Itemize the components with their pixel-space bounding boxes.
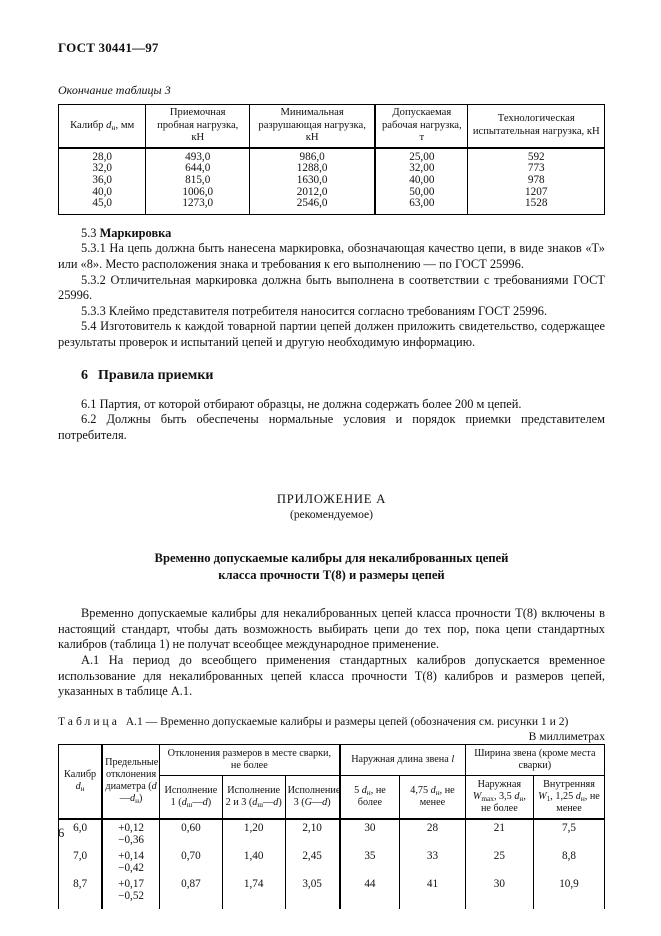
table3-col-test-load: Технологическая испытательная нагрузка, кН bbox=[468, 105, 605, 148]
tableA1-units-note: В миллиметрах bbox=[528, 729, 605, 743]
tableA1-dimensions-table bbox=[58, 744, 605, 909]
cell: 45,0 bbox=[59, 198, 146, 214]
section-5-3-heading bbox=[58, 226, 605, 242]
table3-col-working-load: Допускаемая рабочая нагрузка, т bbox=[375, 105, 468, 148]
cell: 7,5 bbox=[533, 819, 604, 848]
cell: 773 bbox=[468, 163, 605, 175]
tolerance-minus: −0,36 bbox=[118, 834, 145, 847]
cell: 21 bbox=[465, 819, 533, 848]
cell: 1207 bbox=[468, 187, 605, 199]
tableA1-caption bbox=[58, 715, 605, 728]
tolerance-plus: +0,14 bbox=[118, 849, 145, 862]
tableA1-row bbox=[59, 819, 605, 848]
tableA1-continuation-row bbox=[59, 904, 605, 909]
cell: 0,60 bbox=[160, 819, 223, 848]
cell: 0,70 bbox=[160, 848, 223, 876]
cell: 2,10 bbox=[285, 819, 340, 848]
cell: 50,00 bbox=[375, 187, 468, 199]
cell: 815,0 bbox=[146, 175, 250, 187]
tableA1-col-width-inner: Внутренняя $W_1$, 1,25 $d_н$, не менее bbox=[533, 775, 604, 819]
tableA1-col-length-min: 4,75 $d_н$, не менее bbox=[400, 775, 466, 819]
table3-continuation-caption: Окончание таблицы 3 bbox=[58, 83, 171, 97]
tableA1-col-caliber: Калибр $d_н$ bbox=[59, 744, 103, 819]
cell: 644,0 bbox=[146, 163, 250, 175]
cell: 10,9 bbox=[533, 876, 604, 904]
paragraph-a-1: А.1 На период до всеобщего применения стандартных калибров допускается временное использование для некалиброванных цепей класса прочности Т(8) калибров и размеров цепей, указанных в таблице А.1. bbox=[58, 653, 605, 699]
cell: 33 bbox=[400, 848, 466, 876]
cell: 1630,0 bbox=[250, 175, 376, 187]
cell: 1,74 bbox=[222, 876, 285, 904]
doc-number: ГОСТ 30441—97 bbox=[58, 40, 159, 55]
table3-col-breaking-load: Минимальная разрушающая нагрузка, кН bbox=[250, 105, 376, 148]
cell: 8,8 bbox=[533, 848, 604, 876]
cell: 7,0 bbox=[59, 848, 103, 876]
cell-tolerance bbox=[102, 819, 159, 848]
cell: 1006,0 bbox=[146, 187, 250, 199]
section-number: 6 bbox=[81, 367, 88, 383]
cell: 8,7 bbox=[59, 876, 103, 904]
tableA1-caption-text: А.1 — Временно допускаемые калибры и размеры цепей (обозначения см. рисунки 1 и 2) bbox=[125, 714, 569, 728]
cell: 40,0 bbox=[59, 187, 146, 199]
cell: 32,0 bbox=[59, 163, 146, 175]
tableA1-group-length: Наружная длина звена l bbox=[340, 744, 466, 775]
table3-header-row bbox=[59, 105, 605, 148]
page-content bbox=[58, 40, 605, 909]
cell: 25 bbox=[465, 848, 533, 876]
table3-load-table bbox=[58, 104, 605, 215]
section-title: Правила приемки bbox=[98, 367, 214, 383]
tableA1-col-length-max: 5 $d_н$, не более bbox=[340, 775, 400, 819]
section-number: 5.3 bbox=[81, 225, 97, 240]
cell: 1273,0 bbox=[146, 198, 250, 214]
cell: 3,05 bbox=[285, 876, 340, 904]
cell: 28,0 bbox=[59, 148, 146, 164]
tolerance-plus: +0,12 bbox=[118, 821, 145, 834]
cell: 2,45 bbox=[285, 848, 340, 876]
table3-col-caliber: Калибр $d_н$, мм bbox=[59, 105, 146, 148]
table3-row bbox=[59, 163, 605, 175]
cell: 978 bbox=[468, 175, 605, 187]
cell: 1,20 bbox=[222, 819, 285, 848]
appendix-title bbox=[58, 550, 605, 583]
cell: 25,00 bbox=[375, 148, 468, 164]
cell: 44 bbox=[340, 876, 400, 904]
cell: 28 bbox=[400, 819, 466, 848]
cell: 1528 bbox=[468, 198, 605, 214]
tableA1-header-row-groups bbox=[59, 744, 605, 775]
cell: 1,40 bbox=[222, 848, 285, 876]
cell: 40,00 bbox=[375, 175, 468, 187]
tolerance-minus: −0,52 bbox=[118, 890, 145, 903]
cell: 63,00 bbox=[375, 198, 468, 214]
paragraph-5-4: 5.4 Изготовитель к каждой товарной партии цепей должен приложить свидетельство, содержащее результаты проверок и испытаний цепей и другую необходимую информацию. bbox=[58, 319, 605, 349]
cell: 41 bbox=[400, 876, 466, 904]
tableA1-col-width-outer: Наружная $W_{max}$, 3,5 $d_н$, не более bbox=[465, 775, 533, 819]
section-6-heading bbox=[58, 368, 605, 384]
tableA1-col-tolerance: Предельные отклонения диаметра $(d—d_н)$ bbox=[102, 744, 159, 819]
cell: 0,87 bbox=[160, 876, 223, 904]
appendix-sublabel: (рекомендуемое) bbox=[289, 508, 374, 522]
cell: 2012,0 bbox=[250, 187, 376, 199]
cell: 36,0 bbox=[59, 175, 146, 187]
cell: 1288,0 bbox=[250, 163, 376, 175]
paragraph-6-1: 6.1 Партия, от которой отбирают образцы, не должна содержать более 200 м цепей. bbox=[81, 396, 522, 411]
paragraph-5-3-2: 5.3.2 Отличительная маркировка должна быть выполнена в соответствии с требованиями ГОСТ 25996. bbox=[58, 272, 605, 303]
tolerance-plus: +0,17 bbox=[118, 877, 145, 890]
cell: 32,00 bbox=[375, 163, 468, 175]
table-word: Таблица bbox=[58, 714, 120, 728]
appendix-title-line1: Временно допускаемые калибры для некалиброванных цепей bbox=[154, 551, 509, 566]
appendix-label: ПРИЛОЖЕНИЕ А bbox=[276, 492, 387, 507]
cell: 2546,0 bbox=[250, 198, 376, 214]
appendix-intro-paragraph: Временно допускаемые калибры для некалиброванных цепей класса прочности Т(8) включены в настоящий стандарт, чтобы дать возможность выбирать цепи до тех пор, пока цепи стандартных калибров (таблица 1) не получат всеобщее международное применение. bbox=[58, 606, 605, 652]
paragraph-5-3-3: 5.3.3 Клеймо представителя потребителя наносится согласно требованиям ГОСТ 25996. bbox=[81, 303, 548, 318]
page-number: 6 bbox=[58, 826, 65, 840]
tableA1-row bbox=[59, 848, 605, 876]
cell: 30 bbox=[465, 876, 533, 904]
table3-row bbox=[59, 187, 605, 199]
table3-row bbox=[59, 175, 605, 187]
cell-tolerance bbox=[102, 876, 159, 904]
tolerance-minus: −0,42 bbox=[118, 862, 145, 875]
table3-col-proof-load: Приемочная пробная нагрузка, кН bbox=[146, 105, 250, 148]
table3-row bbox=[59, 148, 605, 164]
section-title: Маркировка bbox=[99, 225, 172, 240]
cell: 986,0 bbox=[250, 148, 376, 164]
tableA1-group-width: Ширина звена (кроме места сварки) bbox=[465, 744, 604, 775]
tableA1-col-weld23: Исполнение 2 и 3 $(d_ш—d)$ bbox=[222, 775, 285, 819]
paragraph-5-3-1: 5.3.1 На цепь должна быть нанесена маркировка, обозначающая качество цепи, в виде знаков «Т» или «8». Место расположения знака и требования к его выполнению — по ГОСТ 25996. bbox=[58, 241, 605, 271]
cell: 592 bbox=[468, 148, 605, 164]
cell: 30 bbox=[340, 819, 400, 848]
cell-tolerance bbox=[102, 848, 159, 876]
cell: 35 bbox=[340, 848, 400, 876]
appendix-title-line2: класса прочности Т(8) и размеры цепей bbox=[218, 567, 445, 582]
tableA1-col-weld3: Исполнение 3 (G—d) bbox=[285, 775, 340, 819]
tableA1-row bbox=[59, 876, 605, 904]
tableA1-group-weld: Отклонения размеров в месте сварки, не более bbox=[160, 744, 340, 775]
paragraph-6-2: 6.2 Должны быть обеспечены нормальные условия и порядок приемки представителем потребителя. bbox=[58, 412, 605, 442]
cell: 6,0 bbox=[59, 819, 103, 848]
tableA1-col-weld1: Исполнение 1 $(d_ш—d)$ bbox=[160, 775, 223, 819]
table3-row bbox=[59, 198, 605, 214]
cell: 493,0 bbox=[146, 148, 250, 164]
